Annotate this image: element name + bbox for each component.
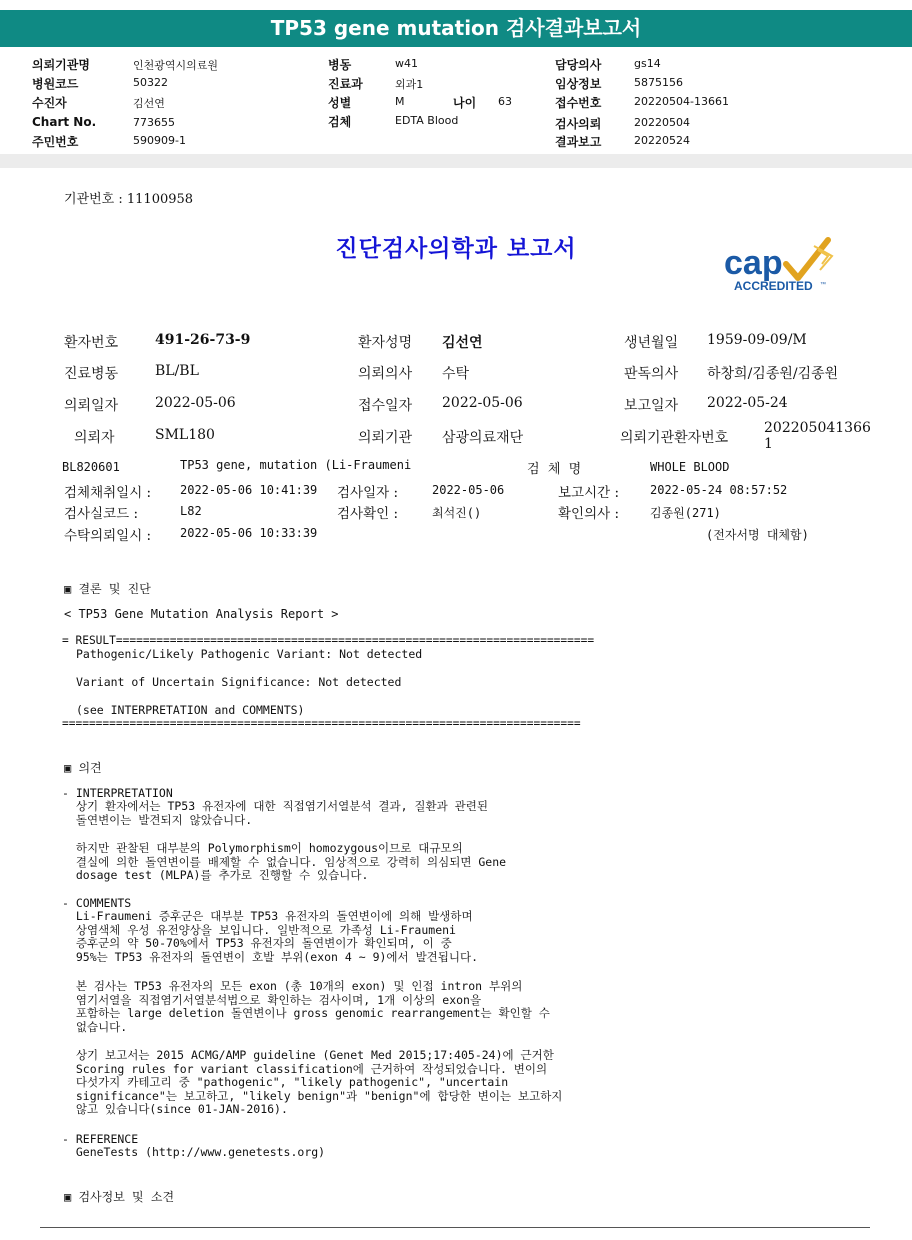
header-value-chart-no: 773655 — [133, 116, 175, 129]
header-value-report-date: 20220524 — [634, 134, 690, 147]
consignment-time-value: 2022-05-06 10:33:39 — [180, 526, 318, 540]
header-value-doctor: gs14 — [634, 57, 661, 70]
result-pathogenic: Pathogenic/Likely Pathogenic Variant: Not detected — [76, 647, 423, 661]
header-value-request-date: 20220504 — [634, 116, 690, 129]
test-code: BL820601 — [62, 460, 120, 474]
cap-accredited-logo — [716, 234, 846, 298]
requesting-doctor-label: 의뢰의사 — [358, 366, 413, 382]
report-title: 진단검사의학과 보고서 — [335, 235, 577, 262]
receipt-date-value: 2022-05-06 — [442, 395, 523, 411]
section-test-info-heading: ▣ 검사정보 및 소견 — [64, 1190, 175, 1204]
comments-heading: - COMMENTS — [62, 896, 132, 910]
header-label-resident-no: 주민번호 — [32, 135, 79, 149]
report-time-label: 보고시간 : — [558, 485, 620, 501]
comments-paragraph-1: Li-Fraumeni 증후군은 대부분 TP53 유전자의 돌연변이에 의해 발생하며 상염색체 우성 유전양상을 보입니다. 일반적으로 가족성 Li-Fraumeni 증후군의 약 50-70%에서 TP53 유전자의 돌연변이가 확인되며, 이 중 95%는 TP53 유전자의 돌연변이 호발 부위(exon 4 ~ 9)에서 발견됩니다. — [75, 909, 479, 964]
interpretation-paragraph-1: 상기 환자에서는 TP53 유전자에 대한 직접염기서열분석 결과, 질환과 관련된 돌연변이는 발견되지 않았습니다. — [75, 799, 489, 827]
patient-no-label: 환자번호 — [64, 335, 119, 351]
electronic-signature-note: (전자서명 대체함) — [706, 528, 809, 542]
header-value-specimen: EDTA Blood — [395, 114, 459, 127]
requesting-doctor-value: 수탁 — [442, 366, 470, 382]
header-value-department: 외과1 — [395, 78, 424, 91]
result-vus: Variant of Uncertain Significance: Not detected — [76, 675, 402, 689]
header-label-clinical-info: 임상정보 — [555, 77, 602, 91]
ward-value: BL/BL — [155, 363, 199, 379]
header-label-hospital-code: 병원코드 — [32, 77, 79, 91]
header-label-age: 나이 — [453, 96, 477, 110]
header-label-sex: 성별 — [328, 96, 352, 110]
interpretation-heading: - INTERPRETATION — [62, 786, 173, 800]
requesting-institution-value: 삼광의료재단 — [442, 430, 524, 446]
institution-patient-no-value-line1: 202205041366 — [764, 420, 871, 436]
header-value-ward: w41 — [395, 57, 418, 70]
birth-date-label: 생년월일 — [624, 335, 679, 351]
svg-text:ACCREDITED: ACCREDITED — [734, 279, 813, 293]
report-date-value: 2022-05-24 — [707, 395, 788, 411]
reference-heading: - REFERENCE — [62, 1132, 139, 1146]
header-separator — [0, 154, 912, 168]
report-banner-title: TP53 gene mutation 검사결과보고서 — [0, 10, 912, 47]
header-value-institution: 인천광역시의료원 — [133, 59, 219, 72]
consignment-time-label: 수탁의뢰일시 : — [64, 528, 152, 544]
patient-name-value: 김선연 — [442, 335, 483, 351]
header-label-report-date: 결과보고 — [555, 135, 602, 149]
receipt-date-label: 접수일자 — [358, 398, 413, 414]
header-value-receipt-no: 20220504-13661 — [634, 95, 729, 108]
test-name: TP53 gene, mutation (Li-Fraumeni — [180, 458, 412, 472]
page-bottom-divider — [40, 1227, 870, 1228]
header-value-sex: M — [395, 95, 405, 108]
collection-time-value: 2022-05-06 10:41:39 — [180, 483, 318, 497]
lab-code-label: 검사실코드 : — [64, 506, 139, 522]
request-date-label: 의뢰일자 — [64, 398, 119, 414]
institution-patient-no-label: 의뢰기관환자번호 — [620, 430, 729, 446]
header-info-block — [0, 52, 912, 152]
header-label-ward: 병동 — [328, 58, 352, 72]
header-value-hospital-code: 50322 — [133, 76, 168, 89]
specimen-name-value: WHOLE BLOOD — [650, 460, 730, 474]
result-header-line: = RESULT======================================================================= — [62, 634, 595, 647]
result-footer-line: ============================================================================= — [62, 717, 581, 730]
header-label-specimen: 검체 — [328, 115, 352, 129]
svg-text:cap: cap — [724, 244, 783, 282]
analysis-report-title: < TP53 Gene Mutation Analysis Report > — [64, 607, 339, 621]
patient-no-value: 491-26-73-9 — [155, 332, 251, 348]
header-value-age: 63 — [498, 95, 512, 108]
lab-code-value: L82 — [180, 504, 202, 518]
result-see-interpretation: (see INTERPRETATION and COMMENTS) — [76, 703, 305, 717]
svg-text:™: ™ — [820, 282, 826, 288]
requesting-institution-label: 의뢰기관 — [358, 430, 413, 446]
section-opinion-heading: ▣ 의견 — [64, 761, 102, 775]
test-date-value: 2022-05-06 — [432, 483, 505, 497]
specimen-name-label: 검 체 명 — [527, 462, 582, 477]
header-label-receipt-no: 접수번호 — [555, 96, 602, 110]
reading-doctor-value: 하창희/김종원/김종원 — [707, 366, 839, 382]
patient-name-label: 환자성명 — [358, 335, 413, 351]
interpretation-paragraph-2: 하지만 관찰된 대부분의 Polymorphism이 homozygous이므로 대규모의 결실에 의한 돌연변이를 배제할 수 없습니다. 임상적으로 강력히 의심되면 Gene dosage test (MLPA)를 추가로 진행할 수 있습니다. — [75, 841, 507, 883]
institution-patient-no-value-line2: 1 — [764, 436, 773, 452]
requester-label: 의뢰자 — [74, 430, 115, 446]
comments-paragraph-2: 본 검사는 TP53 유전자의 모든 exon (총 10개의 exon) 및 인접 intron 부위의 염기서열을 직접염기서열분석법으로 확인하는 검사이며, 1개 이상의 exon을 포함하는 large deletion 돌연변이나 gross genomic rearrangement는 확인할 수 없습니다. — [75, 979, 550, 1034]
collection-time-label: 검체채취일시 : — [64, 485, 152, 501]
header-label-doctor: 담당의사 — [555, 58, 602, 72]
test-confirm-label: 검사확인 : — [337, 506, 399, 522]
reference-genetests: GeneTests (http://www.genetests.org) — [62, 1145, 326, 1159]
header-value-patient: 김선연 — [133, 97, 165, 110]
header-value-resident-no: 590909-1 — [133, 134, 186, 147]
report-time-value: 2022-05-24 08:57:52 — [650, 483, 788, 497]
header-label-chart-no: Chart No. — [32, 115, 97, 129]
comments-paragraph-3: 상기 보고서는 2015 ACMG/AMP guideline (Genet Med 2015;17:405-24)에 근거한 Scoring rules for variant classification에 근거하여 작성되었습니다. 변이의 다섯가지 카테고리 중 "pathogenic", "likely pathogenic", "uncertain significance"는 보고하고, "likely benign"과 "benign"에 합당한 변이는 보고하지 않고 있습니다(since 01-JAN-2016). — [75, 1048, 563, 1117]
header-label-department: 진료과 — [328, 77, 363, 91]
header-label-patient: 수진자 — [32, 96, 67, 110]
ward-label: 진료병동 — [64, 366, 119, 382]
header-value-clinical-info: 5875156 — [634, 76, 683, 89]
test-date-label: 검사일자 : — [337, 485, 399, 501]
confirm-doctor-value: 김종원(271) — [650, 506, 721, 520]
header-label-institution: 의뢰기관명 — [32, 58, 90, 72]
request-date-value: 2022-05-06 — [155, 395, 236, 411]
requester-value: SML180 — [155, 427, 215, 443]
reading-doctor-label: 판독의사 — [624, 366, 679, 382]
confirm-doctor-label: 확인의사 : — [558, 506, 620, 522]
birth-date-value: 1959-09-09/M — [707, 332, 807, 348]
test-confirm-value: 최석진() — [432, 506, 482, 520]
section-conclusion-heading: ▣ 결론 및 진단 — [64, 582, 151, 596]
header-label-request-date: 검사의뢰 — [555, 117, 602, 131]
institution-number: 기관번호 : 11100958 — [64, 192, 194, 207]
report-date-label: 보고일자 — [624, 398, 679, 414]
